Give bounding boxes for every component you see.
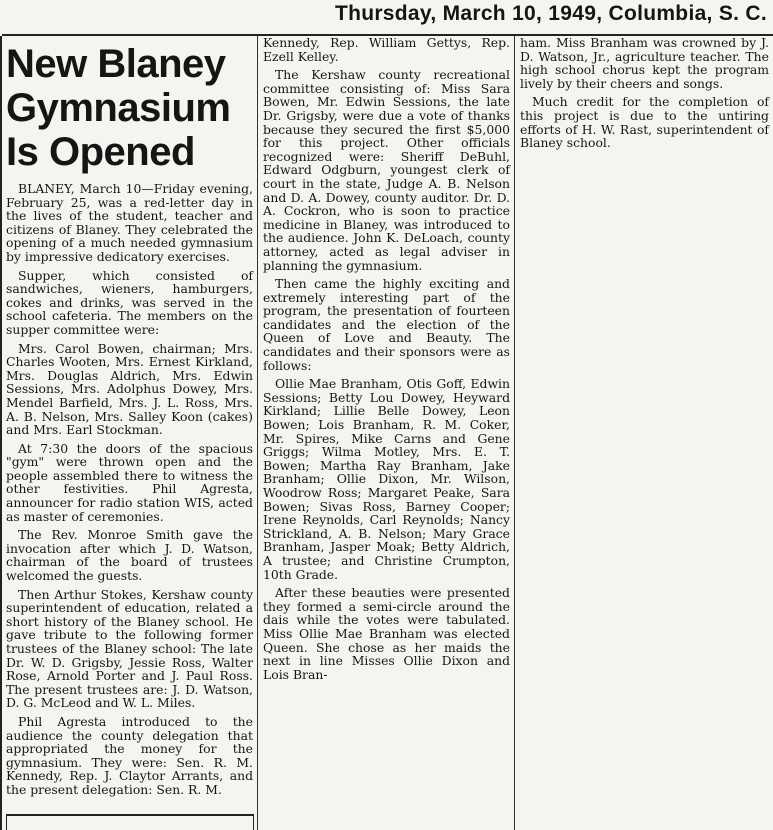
paragraph: Kennedy, Rep. William Gettys, Rep. Ezell Kelley.: [263, 35, 510, 64]
paragraph: BLANEY, March 10—Friday evening, February 25, was a red-letter day in the lives of the student, teacher and citizens of Blaney. They celebrated the opening of a much needed gymnasium by impressive dedicatory exercises.: [6, 181, 253, 264]
column-2: [258, 36, 515, 830]
column-1: [0, 36, 258, 830]
paragraph: Much credit for the completion of this project is due to the untiring efforts of H. W. Rast, superintendent of Blaney school.: [520, 94, 769, 151]
paragraph: The Rev. Monroe Smith gave the invocation after which J. D. Watson, chairman of the board of trustees welcomed the guests.: [6, 527, 253, 584]
paragraph: After these beauties were presented they formed a semi-circle around the dais while the votes were tabulated. Miss Ollie Mae Branham was elected Queen. She chose as her maids the next in line Misses Ollie Dixon and Lois Bran-: [263, 585, 510, 682]
paragraph: Supper, which consisted of sandwiches, wieners, hamburgers, cokes and drinks, was served in the school cafeteria. The members on the supper committee were:: [6, 267, 253, 337]
headline-line: Is Opened: [6, 130, 195, 174]
paragraph: At 7:30 the doors of the spacious "gym" were thrown open and the people assembled there to witness the other festivities. Phil Agresta, announcer for radio station WIS, acted as master of ceremonies.: [6, 440, 253, 524]
headline: [6, 42, 253, 174]
paragraph: The Kershaw county recreational committee consisting of: Miss Sara Bowen, Mr. Edwin Sessions, the late Dr. Grigsby, were due a vote of thanks because they secured the first $5,000 for this project. Other officials recognized were: Sheriff DeBuhl, Edward Odgburn, youngest clerk of court in the state, Judge A. B. Nelson and D. A. Dowey, county auditor. Dr. D. A. Cockron, who is soon to practice medicine in Blaney, was introduced to the audience. John K. DeLoach, county attorney, acted as legal adviser in planning the gymnasium.: [263, 67, 510, 273]
paragraph: Phil Agresta introduced to the audience the county delegation that appropriated the money for the gymnasium. They were: Sen. R. M. Kennedy, Rep. J. Claytor Arrants, and the present delegation: Sen. R. M.: [6, 713, 253, 797]
paragraph: Ollie Mae Branham, Otis Goff, Edwin Sessions; Betty Lou Dowey, Heyward Kirkland; Lillie Belle Dowey, Leon Bowen; Lois Branham, R. M. Coker, Mr. Spires, Mike Carns and Gene Griggs; Wilma Motley, Mrs. E. T. Bowen; Martha Ray Branham, Jake Branham; Ollie Dixon, Mr. Wilson, Woodrow Ross; Margaret Peake, Sara Bowen; Sivas Ross, Barney Cooper; Irene Reynolds, Carl Reynolds; Nancy Strickland, A. B. Nelson; Mary Grace Branham, Jasper Moak; Betty Aldrich, A trustee; and Christine Crumpton, 10th Grade.: [263, 376, 510, 582]
column-3: [515, 36, 773, 155]
next-article-box-edge: [6, 814, 254, 830]
paragraph: Then Arthur Stokes, Kershaw county superintendent of education, related a short history of the Blaney school. He gave tribute to the following former trustees of the Blaney school: The late Dr. W. D. Grigsby, Jessie Ross, Walter Rose, Arnold Porter and J. Paul Ross. The present trustees are: J. D. Watson, D. G. McLeod and W. L. Miles.: [6, 586, 253, 711]
headline-line: New Blaney: [6, 42, 226, 86]
dateline: Thursday, March 10, 1949, Columbia, S. C.: [334, 2, 767, 25]
paragraph: ham. Miss Branham was crowned by J. D. Watson, Jr., agriculture teacher. The high school chorus kept the program lively by their cheers and songs.: [520, 35, 769, 91]
paragraph: Then came the highly exciting and extremely interesting part of the program, the presentation of fourteen candidates and the election of the Queen of Love and Beauty. The candidates and their sponsors were as follows:: [263, 276, 510, 373]
headline-line: Gymnasium: [6, 86, 231, 130]
paragraph: Mrs. Carol Bowen, chairman; Mrs. Charles Wooten, Mrs. Ernest Kirkland, Mrs. Douglas Aldrich, Mrs. Edwin Sessions, Mrs. Adolphus Dowey, Mrs. Mendel Barfield, Mrs. J. L. Ross, Mrs. A. B. Nelson, Mrs. Salley Koon (cakes) and Mrs. Earl Stockman.: [6, 340, 253, 438]
